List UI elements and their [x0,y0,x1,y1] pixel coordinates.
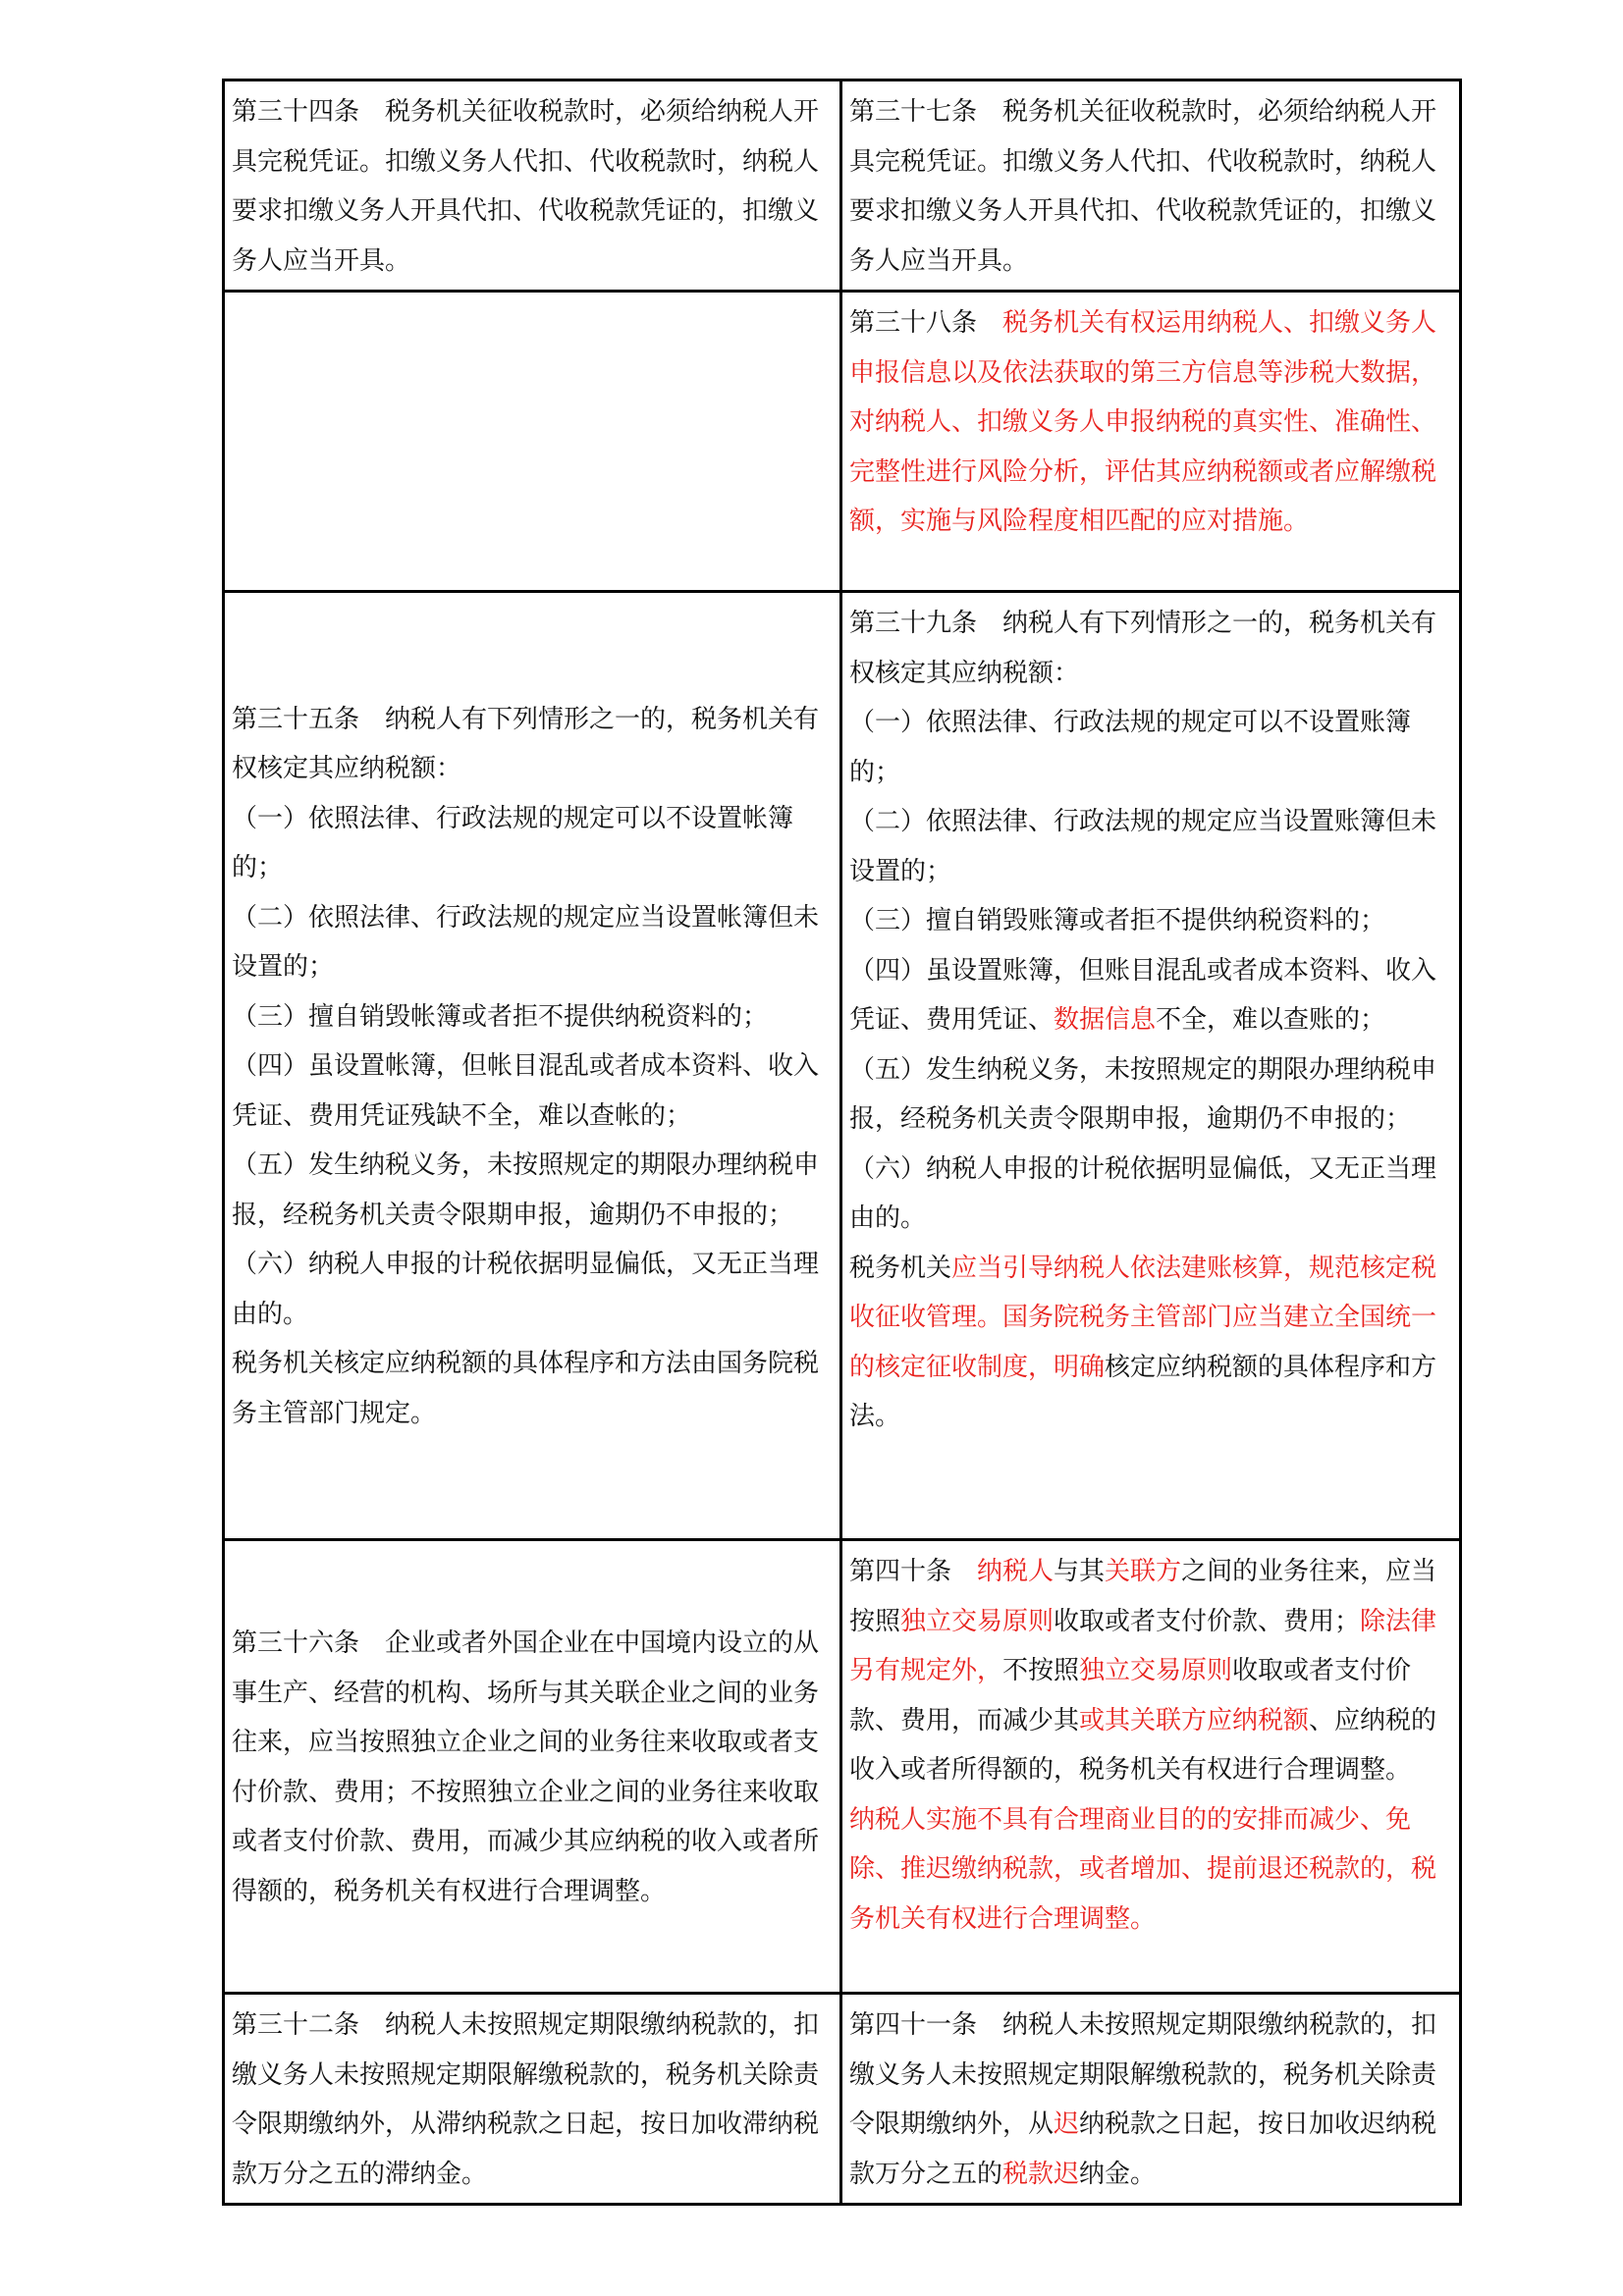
clause-text: （三）擅自销毁帐簿或者拒不提供纳税资料的； [232,1001,769,1032]
paragraph [849,946,1452,1045]
clause-text: 第三十七条 税务机关征收税款时，必须给纳税人开具完税凭证。扣缴义务人代扣、代收税款时，纳税人要求扣缴义务人开具代扣、代收税款凭证的，扣缴义务人应当开具。 [849,97,1437,276]
clause-text: 纳税款之日起，按日加收迟纳税款万分之五的 [849,2109,1437,2189]
clause-text: （五）发生纳税义务，未按照规定的期限办理纳税申报，经税务机关责令限期申报，逾期仍不申报的； [232,1150,820,1230]
amended-text: 税务机关有权运用纳税人、扣缴义务人申报信息以及依法获取的第三方信息等涉税大数据，对纳税人、扣缴义务人申报纳税的真实性、准确性、完整性进行风险分析，评估其应纳税额或者应解缴税额，实施与风险程度相匹配的应对措施。 [849,308,1437,536]
new-law-cell [841,1540,1461,1994]
paragraph [849,896,1452,946]
clause-text: （三）擅自销毁账簿或者拒不提供纳税资料的； [849,906,1386,935]
clause-text: 税务机关 [849,1253,952,1283]
amended-text: 税款迟 [1002,2159,1080,2189]
clause-text: 第四十条 [849,1557,978,1586]
paragraph [232,893,833,992]
clause-text: （四）虽设置帐簿，但帐目混乱或者成本资料、收入凭证、费用凭证残缺不全，难以查帐的； [232,1051,820,1131]
clause-text: （二）依照法律、行政法规的规定应当设置帐簿但未设置的； [232,902,820,983]
amended-text: 除法律另有规定外， [849,1606,1437,1685]
clause-text: 与其 [1054,1557,1106,1586]
paragraph [849,1045,1452,1145]
paragraph [849,599,1452,698]
amended-text: 迟 [1054,2109,1080,2139]
new-law-cell [841,292,1461,592]
old-law-cell-empty [224,292,841,592]
clause-text: 第三十四条 税务机关征收税款时，必须给纳税人开具完税凭证。扣缴义务人代扣、代收税款时，纳税人要求扣缴义务人开具代扣、代收税款凭证的，扣缴义务人应当开具。 [232,97,820,276]
table-row [224,292,1461,592]
paragraph [232,695,833,794]
law-comparison-table [222,79,1462,2206]
clause-text: 不全，难以查账的； [1156,1005,1386,1035]
old-law-cell [224,592,841,1540]
clause-text: 不按照 [1002,1656,1080,1685]
paragraph [849,797,1452,896]
clause-text: （六）纳税人申报的计税依据明显偏低，又无正当理由的。 [232,1250,820,1329]
paragraph [232,992,833,1042]
paragraph [849,1795,1452,1945]
paragraph [232,87,833,286]
paragraph [849,698,1452,797]
clause-text: （六）纳税人申报的计税依据明显偏低，又无正当理由的。 [849,1153,1437,1233]
paragraph [232,2001,833,2199]
table-row [224,1540,1461,1994]
paragraph [232,1240,833,1339]
clause-text: 核定应纳税额的具体程序和方法。 [849,1352,1437,1431]
paragraph [849,1145,1452,1244]
paragraph [232,1041,833,1141]
table-row [224,592,1461,1540]
clause-text: 纳金。 [1079,2159,1157,2189]
old-law-cell [224,1994,841,2205]
clause-text: 第三十九条 纳税人有下列情形之一的，税务机关有权核定其应纳税额： [849,609,1437,688]
clause-text: 、应纳税的收入或者所得额的，税务机关有权进行合理调整。 [849,1705,1437,1785]
paragraph [232,1619,833,1916]
paragraph [849,1244,1452,1442]
paragraph [232,1141,833,1240]
clause-text: 收取或者支付价款、费用； [1054,1606,1361,1636]
paragraph [232,794,833,893]
clause-text: 税务机关核定应纳税额的具体程序和方法由国务院税务主管部门规定。 [232,1349,820,1428]
clause-text: （四）虽设置账簿，但账目混乱或者成本资料、收入凭证、费用凭证、 [849,955,1437,1035]
paragraph [849,87,1452,286]
old-law-cell [224,80,841,292]
clause-text: 第四十一条 纳税人未按照规定期限缴纳税款的，扣缴义务人未按照规定期限解缴税款的，税务机关除责令限期缴纳外，从 [849,2010,1437,2139]
paragraph [849,2001,1452,2199]
clause-text: 第三十五条 纳税人有下列情形之一的，税务机关有权核定其应纳税额： [232,704,820,784]
amended-text: 独立交易原则 [900,1606,1055,1636]
table-row [224,80,1461,292]
paragraph [849,298,1452,547]
new-law-cell [841,80,1461,292]
new-law-cell [841,1994,1461,2205]
amended-text: 或其关联方应纳税额 [1079,1705,1310,1735]
paragraph [849,1547,1452,1795]
amended-text: 纳税人 [977,1557,1055,1586]
clause-text: （二）依照法律、行政法规的规定应当设置账簿但未设置的； [849,807,1437,886]
amended-text: 应当引导纳税人依法建账核算，规范核定税收征收管理。国务院税务主管部门应当建立全国统一的核定征收制度，明确 [849,1253,1437,1382]
amended-text: 独立交易原则 [1079,1656,1233,1685]
clause-text: 第三十六条 企业或者外国企业在中国境内设立的从事生产、经营的机构、场所与其关联企业之间的业务往来，应当按照独立企业之间的业务往来收取或者支付价款、费用；不按照独立企业之间的业务往来收取或者支付价款、费用，而减少其应纳税的收入或者所得额的，税务机关有权进行合理调整。 [232,1629,820,1906]
clause-text: （一）依照法律、行政法规的规定可以不设置账簿的； [849,708,1412,787]
clause-text: 第三十二条 纳税人未按照规定期限缴纳税款的，扣缴义务人未按照规定期限解缴税款的，税务机关除责令限期缴纳外，从滞纳税款之日起，按日加收滞纳税款万分之五的滞纳金。 [232,2010,820,2189]
amended-text: 关联方 [1105,1557,1182,1586]
clause-text: 收取或者支付价款、费用，而减少其 [849,1656,1412,1735]
paragraph [232,1339,833,1438]
clause-text: （一）依照法律、行政法规的规定可以不设置帐簿的； [232,803,794,883]
table-row [224,1994,1461,2205]
old-law-cell [224,1540,841,1994]
amended-text: 纳税人实施不具有合理商业目的的安排而减少、免除、推迟缴纳税款，或者增加、提前退还税款的，税务机关有权进行合理调整。 [849,1804,1437,1934]
new-law-cell [841,592,1461,1540]
clause-text: 第三十八条 [849,308,1003,338]
clause-text: （五）发生纳税义务，未按照规定的期限办理纳税申报，经税务机关责令限期申报，逾期仍不申报的； [849,1054,1437,1134]
amended-text: 数据信息 [1054,1005,1157,1035]
clause-text: 之间的业务往来，应当按照 [849,1557,1437,1636]
